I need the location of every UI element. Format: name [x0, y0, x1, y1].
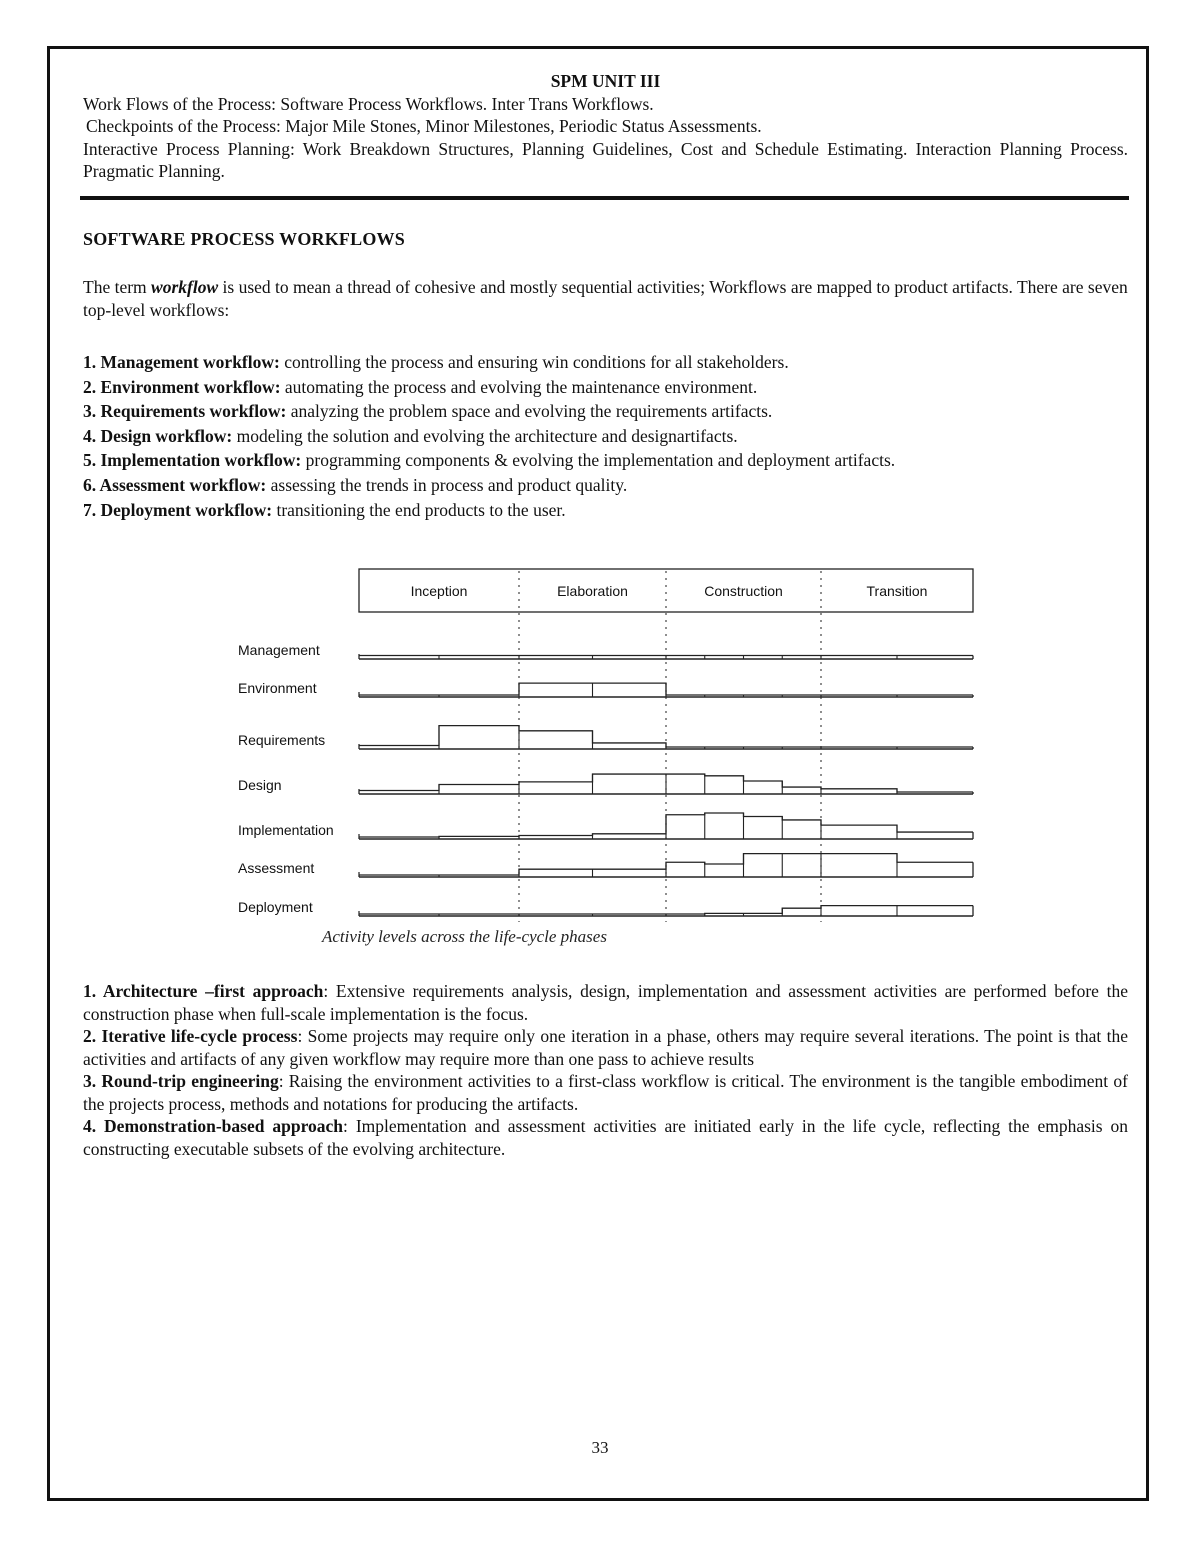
phase-label: Construction	[704, 583, 783, 599]
workflow-label: 2. Environment workflow:	[83, 376, 281, 397]
figure-caption: Activity levels across the life-cycle phases	[322, 927, 607, 946]
principles-section	[83, 980, 1128, 1160]
unit-title: SPM UNIT III	[550, 71, 661, 91]
principle-paragraph	[83, 1070, 1128, 1115]
list-item	[83, 375, 1128, 400]
workflow-row-label: Implementation	[238, 822, 334, 838]
phase-label: Inception	[410, 583, 468, 599]
workflow-row-label: Design	[238, 777, 282, 793]
header-line-planning: Interactive Process Planning: Work Breakdown Structures, Planning Guidelines, Cost and Schedule Estimating. Interaction Planning Process. Pragmatic Planning.	[83, 138, 1128, 181]
activity-levels-figure	[236, 562, 981, 960]
intro-prefix: The term	[83, 277, 152, 297]
workflow-text: automating the process and evolving the maintenance environment.	[280, 376, 758, 397]
workflow-label: 1. Management workflow:	[83, 352, 280, 372]
list-item	[83, 473, 1128, 498]
list-item	[83, 350, 1128, 375]
workflow-row-label: Environment	[238, 680, 317, 696]
workflow-label: 7. Deployment workflow:	[83, 499, 273, 520]
workflow-text: analyzing the problem space and evolving the requirements artifacts.	[286, 401, 773, 422]
workflow-label: 5. Implementation workflow:	[83, 450, 302, 471]
activity-levels-chart	[236, 562, 981, 960]
intro-term: workflow	[151, 277, 219, 297]
principle-text: : Extensive requirements analysis, design, implementation and assessment activities are performed before the construction phase when full-scale implementation is the focus.	[83, 981, 1129, 1024]
header-line-workflows: Work Flows of the Process: Software Process Workflows. Inter Trans Workflows.	[83, 93, 654, 114]
workflow-row-label: Management	[238, 642, 320, 658]
principle-label: 4. Demonstration-based approach	[83, 1116, 344, 1136]
phase-label: Elaboration	[557, 583, 628, 599]
page-number: 33	[591, 1438, 609, 1457]
principle-label: 2. Iterative life-cycle process	[83, 1026, 298, 1046]
workflow-label: 3. Requirements workflow:	[83, 401, 287, 422]
workflow-list	[83, 350, 1128, 522]
workflow-label: 4. Design workflow:	[83, 425, 233, 446]
principle-paragraph	[83, 980, 1128, 1025]
workflow-row-label: Assessment	[238, 860, 315, 876]
workflow-text: transitioning the end products to the user.	[272, 499, 566, 520]
phase-label: Transition	[866, 583, 928, 599]
list-item	[83, 498, 1128, 523]
principle-text: : Implementation and assessment activities are initiated early in the life cycle, reflecting the emphasis on constructing executable subsets of the evolving architecture.	[83, 1116, 1128, 1159]
principle-label: 3. Round-trip engineering	[83, 1071, 279, 1091]
workflow-label: 6. Assessment workflow:	[83, 474, 267, 495]
header-divider	[80, 196, 1129, 200]
principle-label: 1. Architecture –first approach	[83, 981, 324, 1001]
list-item	[83, 424, 1128, 449]
header-line-checkpoints: Checkpoints of the Process: Major Mile Stones, Minor Milestones, Periodic Status Assessments.	[86, 116, 762, 136]
principle-text: : Raising the environment activities to a first-class workflow is critical. The environment is the tangible embodiment of the projects process, methods and notations for producing the artifacts.	[83, 1071, 1128, 1114]
workflow-row-label: Deployment	[238, 899, 313, 915]
activity-level-line	[359, 906, 973, 914]
intro-suffix: is used to mean a thread of cohesive and mostly sequential activities; Workflows are mapped to product artifacts. There are seven top-level workflows:	[83, 277, 1128, 320]
principle-paragraph	[83, 1115, 1128, 1160]
workflow-text: programming components & evolving the implementation and deployment artifacts.	[301, 450, 896, 471]
list-item	[83, 448, 1128, 473]
unit-header	[83, 70, 1128, 183]
section-title: SOFTWARE PROCESS WORKFLOWS	[83, 229, 405, 249]
intro-paragraph	[83, 276, 1128, 322]
principle-text: : Some projects may require only one iteration in a phase, others may require several iterations. The point is that the activities and artifacts of any given workflow may require more than one pass to achieve results	[83, 1026, 1129, 1069]
workflow-text: modeling the solution and evolving the architecture and designartifacts.	[232, 425, 738, 446]
principle-paragraph	[83, 1025, 1128, 1070]
list-item	[83, 399, 1128, 424]
workflow-row-label: Requirements	[238, 732, 326, 748]
workflow-text: assessing the trends in process and product quality.	[266, 474, 628, 495]
workflow-text: controlling the process and ensuring win conditions for all stakeholders.	[279, 352, 789, 372]
